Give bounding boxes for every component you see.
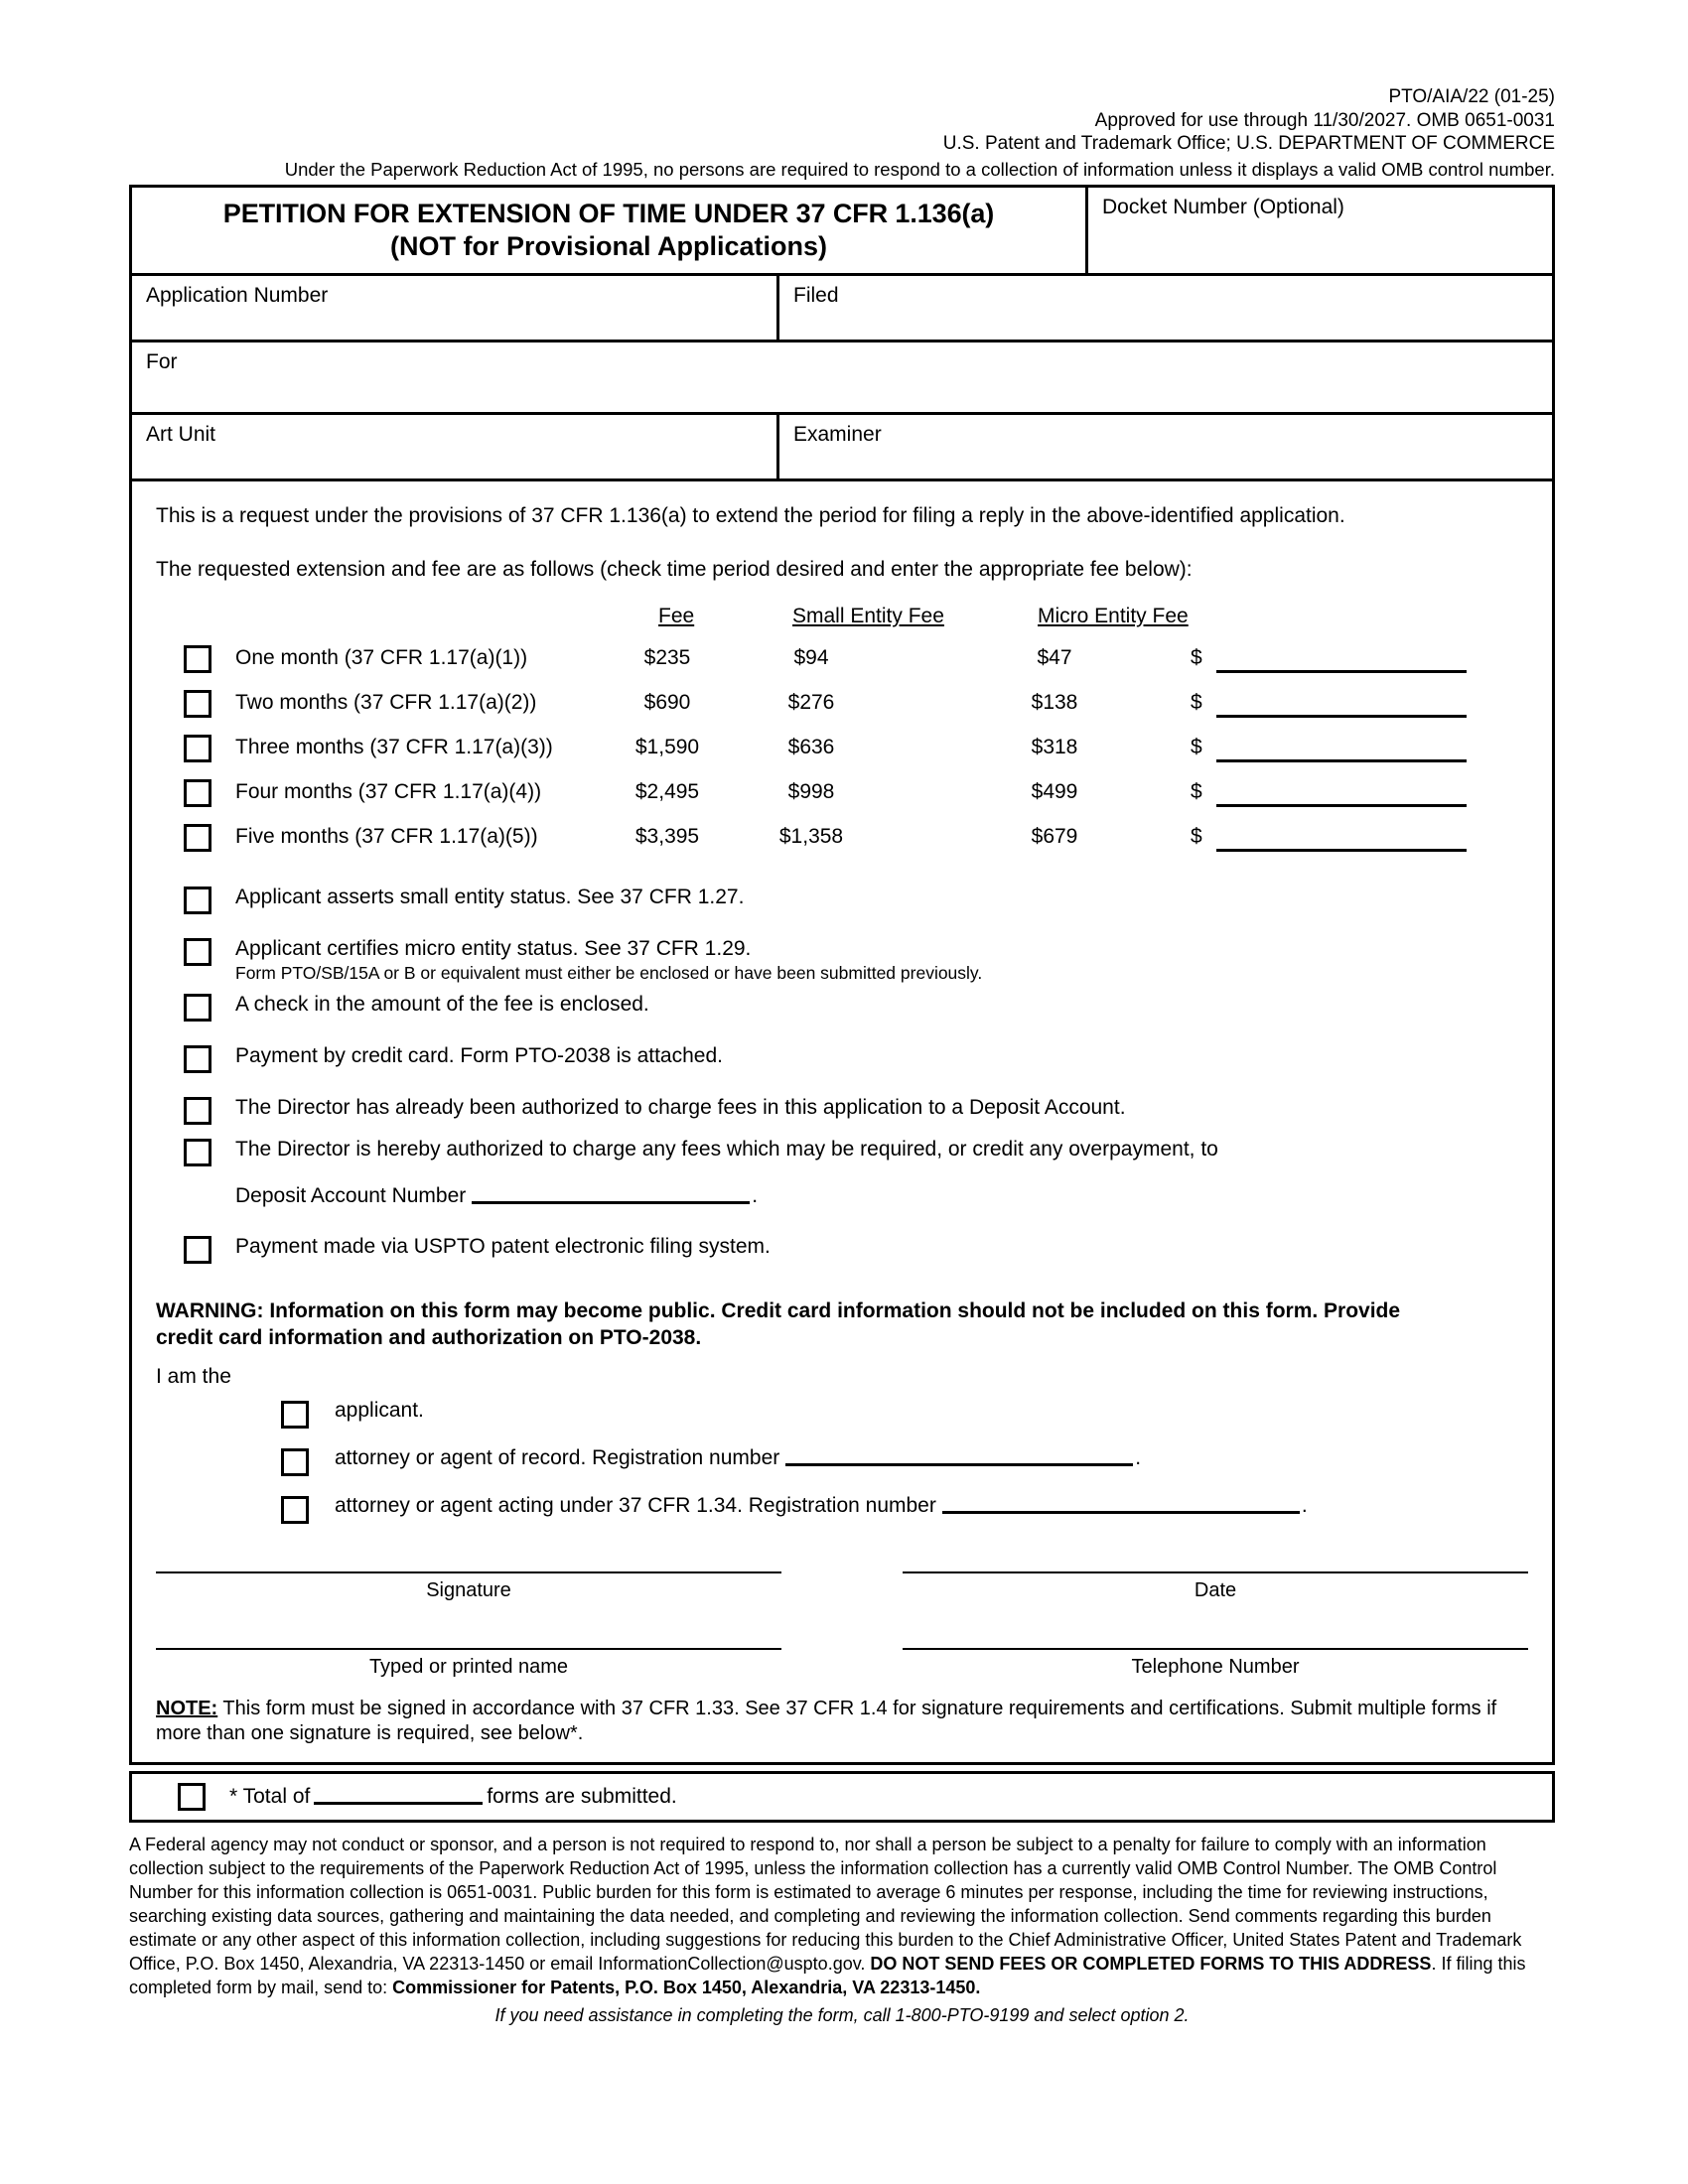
checkbox-director-authorized[interactable] — [184, 1097, 211, 1125]
total-forms-post: forms are submitted. — [487, 1785, 677, 1808]
dollar-sign-two-months: $ — [1191, 691, 1202, 714]
option-applicant-label: applicant. — [335, 1399, 424, 1422]
options-list — [156, 885, 1528, 1268]
intro-paragraph: This is a request under the provisions of 37 CFR 1.136(a) to extend the period for filing a reply in the above-identified application. — [156, 504, 1345, 527]
registration-number-input-134[interactable] — [942, 1511, 1300, 1514]
for-row — [132, 342, 1552, 415]
deposit-account-label: Deposit Account Number — [235, 1184, 467, 1207]
form-title-line1: PETITION FOR EXTENSION OF TIME UNDER 37 CFR 1.136(a) — [222, 199, 995, 228]
fee-label-one-month: One month (37 CFR 1.17(a)(1)) — [235, 646, 528, 669]
typed-name-caption: Typed or printed name — [368, 1656, 569, 1678]
for-field[interactable] — [132, 342, 1552, 412]
checkbox-attorney-134[interactable] — [281, 1496, 309, 1524]
option-director-hereby[interactable] — [156, 1137, 1528, 1170]
instruction-paragraph: The requested extension and fee are as follows (check time period desired and enter the appropriate fee below): — [156, 558, 1193, 581]
form-title — [132, 188, 1088, 273]
footer-text-2: . If filing this completed form by mail, send to: — [129, 1954, 1526, 1997]
fee-table — [156, 605, 1528, 863]
micro-fee-one-month: $47 — [1037, 646, 1072, 669]
dollar-sign-five-months: $ — [1191, 825, 1202, 848]
form-title-line2: (NOT for Provisional Applications) — [389, 231, 828, 261]
signature-caption: Signature — [426, 1579, 511, 1601]
total-forms-text — [229, 1785, 677, 1809]
checkbox-director-hereby[interactable] — [184, 1139, 211, 1166]
date-caption: Date — [1194, 1579, 1237, 1601]
option-attorney-of-record-period: . — [1135, 1446, 1142, 1469]
fee-label-four-months: Four months (37 CFR 1.17(a)(4)) — [235, 780, 542, 803]
option-director-authorized[interactable] — [156, 1095, 1528, 1129]
fee-row-one-month — [156, 644, 1528, 680]
option-efs-payment[interactable] — [156, 1234, 1528, 1268]
for-label: For — [146, 350, 178, 373]
fee-row-two-months — [156, 689, 1528, 725]
note-label: NOTE: — [156, 1698, 218, 1719]
fee-row-four-months — [156, 778, 1528, 814]
examiner-field[interactable] — [779, 415, 1552, 478]
registration-number-input-record[interactable] — [785, 1463, 1133, 1466]
micro-fee-two-months: $138 — [1031, 691, 1078, 714]
option-applicant[interactable] — [156, 1399, 1528, 1446]
warning-line1: WARNING: Information on this form may become public. Credit card information should not be included on this form. Provide — [156, 1299, 1401, 1322]
typed-name-column — [156, 1648, 781, 1679]
footer-assistance: If you need assistance in completing the form, call 1-800-PTO-9199 and select option 2. — [494, 2005, 1190, 2025]
signature-column — [156, 1571, 781, 1602]
fee-input-one-month[interactable] — [1216, 670, 1467, 673]
option-director-hereby-label: The Director is hereby authorized to charge any fees which may be required, or credit any overpayment, to — [235, 1138, 1218, 1160]
dollar-sign-three-months: $ — [1191, 736, 1202, 758]
agency-header — [129, 85, 1555, 156]
fee-table-header — [156, 605, 1528, 634]
form-body — [132, 481, 1552, 1765]
docket-number-field[interactable] — [1088, 188, 1552, 273]
form-frame — [129, 185, 1555, 1765]
fee-label-three-months: Three months (37 CFR 1.17(a)(3)) — [235, 736, 553, 758]
column-header-micro-entity: Micro Entity Fee — [1038, 605, 1189, 627]
checkbox-one-month[interactable] — [184, 645, 211, 673]
small-fee-five-months: $1,358 — [778, 825, 844, 848]
form-number: PTO/AIA/22 (01-25) — [1388, 86, 1555, 107]
micro-fee-five-months: $679 — [1031, 825, 1078, 848]
fee-amount-one-month: $235 — [643, 646, 691, 669]
fee-input-five-months[interactable] — [1216, 849, 1467, 852]
checkbox-three-months[interactable] — [184, 735, 211, 762]
docket-number-label: Docket Number (Optional) — [1102, 196, 1344, 218]
application-number-field[interactable] — [132, 276, 779, 340]
total-forms-input[interactable] — [314, 1802, 483, 1805]
warning-line2: credit card information and authorization on PTO-2038. — [156, 1326, 702, 1349]
application-row — [132, 276, 1552, 342]
option-small-entity[interactable] — [156, 885, 1528, 918]
application-number-label: Application Number — [146, 284, 329, 307]
fee-amount-three-months: $1,590 — [634, 736, 700, 758]
i-am-the-label: I am the — [156, 1365, 231, 1388]
column-header-fee: Fee — [658, 605, 695, 627]
note-text: This form must be signed in accordance with 37 CFR 1.33. See 37 CFR 1.4 for signature requirements and certifications. Submit multiple forms if more than one signature is required, see below*. — [156, 1698, 1497, 1744]
examiner-label: Examiner — [793, 423, 882, 446]
option-small-entity-label: Applicant asserts small entity status. See 37 CFR 1.27. — [235, 886, 745, 908]
checkbox-check-enclosed[interactable] — [184, 994, 211, 1022]
fee-input-two-months[interactable] — [1216, 715, 1467, 718]
option-check-enclosed[interactable] — [156, 992, 1528, 1025]
option-micro-entity[interactable] — [156, 936, 1528, 984]
option-micro-entity-sublabel: Form PTO/SB/15A or B or equivalent must either be enclosed or have been submitted previously. — [235, 963, 983, 983]
column-header-small-entity: Small Entity Fee — [792, 605, 944, 627]
small-fee-four-months: $998 — [787, 780, 835, 803]
dollar-sign-four-months: $ — [1191, 780, 1202, 803]
checkbox-micro-entity[interactable] — [184, 938, 211, 966]
checkbox-four-months[interactable] — [184, 779, 211, 807]
fee-amount-four-months: $2,495 — [634, 780, 700, 803]
telephone-column — [903, 1648, 1528, 1679]
date-column — [903, 1571, 1528, 1602]
deposit-account-row — [156, 1184, 1528, 1208]
signature-block-2 — [156, 1648, 1528, 1679]
fee-row-three-months — [156, 734, 1528, 769]
approved-through: Approved for use through 11/30/2027. OMB 0651-0031 — [1094, 109, 1555, 131]
footer-block — [129, 1833, 1555, 2027]
option-micro-entity-label: Applicant certifies micro entity status. See 37 CFR 1.29. — [235, 937, 752, 960]
signature-block — [156, 1571, 1528, 1602]
checkbox-credit-card[interactable] — [184, 1045, 211, 1073]
checkbox-applicant[interactable] — [281, 1401, 309, 1429]
warning-block — [156, 1297, 1528, 1351]
fee-input-four-months[interactable] — [1216, 804, 1467, 807]
filed-field[interactable] — [779, 276, 1552, 340]
checkbox-total-forms[interactable] — [178, 1783, 206, 1811]
option-attorney-134-label: attorney or agent acting under 37 CFR 1.34. Registration number — [335, 1494, 936, 1517]
note-block — [156, 1697, 1528, 1746]
small-fee-one-month: $94 — [793, 646, 829, 669]
option-attorney-134[interactable] — [156, 1494, 1528, 1542]
office-line: U.S. Patent and Trademark Office; U.S. DEPARTMENT OF COMMERCE — [942, 133, 1555, 154]
footer-bold-1: DO NOT SEND FEES OR COMPLETED FORMS TO THIS ADDRESS — [870, 1954, 1432, 1974]
fee-row-five-months — [156, 823, 1528, 859]
paperwork-reduction-notice: Under the Paperwork Reduction Act of 1995, no persons are required to respond to a collection of information unless it displays a valid OMB control number. — [284, 159, 1555, 180]
micro-fee-four-months: $499 — [1031, 780, 1078, 803]
checkbox-two-months[interactable] — [184, 690, 211, 718]
telephone-caption: Telephone Number — [1131, 1656, 1300, 1678]
fee-input-three-months[interactable] — [1216, 759, 1467, 762]
option-credit-card[interactable] — [156, 1043, 1528, 1077]
deposit-account-period: . — [752, 1184, 759, 1207]
i-am-the-options — [156, 1399, 1528, 1542]
checkbox-five-months[interactable] — [184, 824, 211, 852]
art-unit-field[interactable] — [132, 415, 779, 478]
fee-amount-five-months: $3,395 — [634, 825, 700, 848]
checkbox-efs-payment[interactable] — [184, 1236, 211, 1264]
fee-label-five-months: Five months (37 CFR 1.17(a)(5)) — [235, 825, 538, 848]
footer-text-1: A Federal agency may not conduct or sponsor, and a person is not required to respond to, nor shall a person be subject to a penalty for failure to comply with an information collection subject to the requirements of the Paperwork Reduction Act of 1995, unless the information collection has a currently valid OMB Control Number. The OMB Control Number for this information collection is 0651-0031. Public burden for this form is estimated to average 6 minutes per response, including the time for reviewing instructions, searching existing data sources, gathering and maintaining the data needed, and completing and reviewing the information collection. Send comments regarding this burden estimate or any other aspect of this information collection, including suggestions for reducing this burden to the Chief Administrative Officer, United States Patent and Trademark Office, P.O. Box 1450, Alexandria, VA 22313-1450 or email InformationCollection@uspto.gov. — [129, 1835, 1522, 1974]
option-attorney-of-record[interactable] — [156, 1446, 1528, 1494]
artunit-row — [132, 415, 1552, 481]
dollar-sign-one-month: $ — [1191, 646, 1202, 669]
small-fee-three-months: $636 — [787, 736, 835, 758]
option-check-enclosed-label: A check in the amount of the fee is enclosed. — [235, 993, 649, 1016]
option-efs-payment-label: Payment made via USPTO patent electronic filing system. — [235, 1235, 771, 1258]
footer-paragraph — [129, 1833, 1555, 1999]
footer-bold-2: Commissioner for Patents, P.O. Box 1450, Alexandria, VA 22313-1450. — [392, 1978, 981, 1997]
option-attorney-134-period: . — [1301, 1494, 1308, 1517]
option-credit-card-label: Payment by credit card. Form PTO-2038 is attached. — [235, 1044, 723, 1067]
small-fee-two-months: $276 — [787, 691, 835, 714]
total-forms-bar — [129, 1771, 1555, 1823]
deposit-account-input[interactable] — [472, 1201, 750, 1204]
option-director-authorized-label: The Director has already been authorized to charge fees in this application to a Deposit Account. — [235, 1096, 1126, 1119]
checkbox-attorney-of-record[interactable] — [281, 1448, 309, 1476]
option-attorney-of-record-label: attorney or agent of record. Registration number — [335, 1446, 780, 1469]
filed-label: Filed — [793, 284, 839, 307]
micro-fee-three-months: $318 — [1031, 736, 1078, 758]
fee-amount-two-months: $690 — [643, 691, 691, 714]
art-unit-label: Art Unit — [146, 423, 216, 446]
total-forms-pre: * Total of — [229, 1785, 311, 1808]
title-row — [132, 188, 1552, 276]
fee-label-two-months: Two months (37 CFR 1.17(a)(2)) — [235, 691, 537, 714]
checkbox-small-entity[interactable] — [184, 887, 211, 914]
